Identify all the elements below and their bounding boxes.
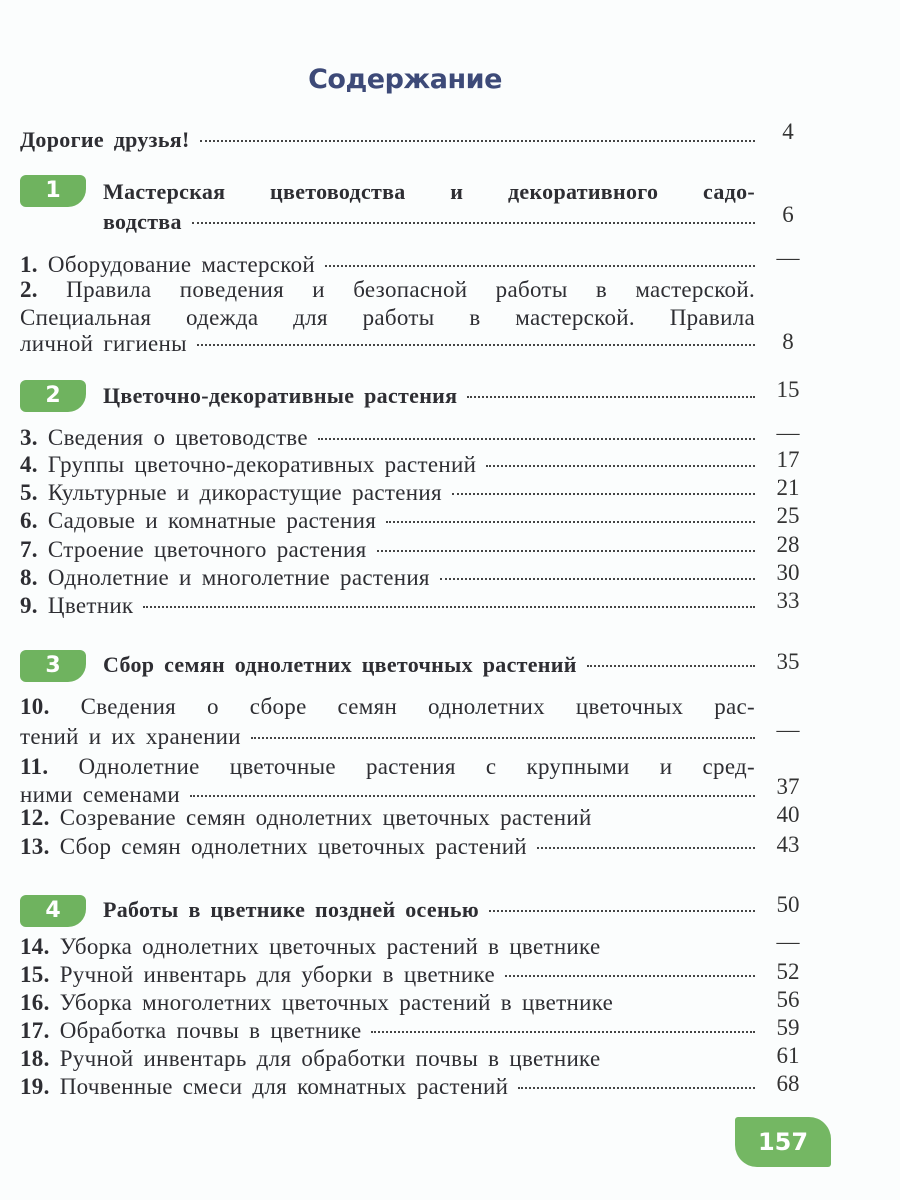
item-text: Ручной инвентарь для уборки в цветнике [59,962,495,987]
item-number: 1. [20,252,38,277]
page-number: — [776,929,800,954]
item-number: 16. [20,990,50,1015]
section-badge-2: 2 [20,380,86,412]
section-title[interactable] [103,382,755,410]
item-number: 17. [20,1018,50,1043]
toc-entry[interactable] [20,833,755,861]
section-badge-4: 4 [20,895,86,927]
leader-dots [518,1087,755,1089]
item-number: 10. [20,694,50,719]
section-title[interactable] [103,651,755,679]
toc-entry[interactable] [20,592,755,620]
item-text: Ручной инвентарь для обработки почвы в цветнике [59,1046,601,1071]
toc-entry[interactable] [20,276,755,304]
page-number: 35 [776,649,800,674]
item-number: 19. [20,1074,50,1099]
page-number: 37 [776,774,800,799]
page-number: 25 [776,503,800,528]
toc-entry[interactable] [20,451,755,479]
leader-dots [192,222,755,224]
page-title: Содержание [308,64,502,95]
leader-dots [197,344,755,346]
page-number: 59 [776,1015,800,1040]
page-number: 33 [776,588,800,613]
item-text: Сбор семян однолетних цветочных растений [103,652,577,677]
toc-entry[interactable] [20,989,755,1017]
page-number: — [776,420,800,445]
leader-dots [371,1031,755,1033]
item-text: ними семенами [20,782,180,807]
item-number: 4. [20,452,38,477]
item-number: 14. [20,934,50,959]
item-number: 13. [20,834,50,859]
item-text: Строение цветочного растения [47,537,367,562]
item-number: 3. [20,425,38,450]
item-number: 8. [20,565,38,590]
toc-entry[interactable] [20,693,755,721]
toc-entry[interactable] [20,424,755,452]
leader-dots [143,606,755,608]
page-number: 30 [776,560,800,585]
leader-dots [587,665,755,667]
item-number: 5. [20,480,38,505]
item-text: Культурные и дикорастущие растения [47,480,442,505]
item-text: Сведения о сборе семян однолетних цветочных рас- [80,694,755,719]
toc-entry[interactable] [20,1017,755,1045]
item-text: Мастерская цветоводства и декоративного садо- [103,179,755,204]
page-number: — [776,717,800,742]
item-number: 2. [20,277,38,302]
item-text: Однолетние и многолетние растения [47,565,430,590]
toc-entry[interactable] [20,1073,755,1101]
page-number: 21 [776,475,800,500]
item-text: Цветник [47,593,134,618]
item-number: 11. [20,754,49,779]
page-number: 43 [776,832,800,857]
item-text: личной гигиены [20,331,187,356]
item-text: Работы в цветнике поздней осенью [103,897,479,922]
item-text: Дорогие друзья! [20,127,190,152]
leader-dots [377,550,755,552]
section-title[interactable] [103,178,755,206]
item-text: Сбор семян однолетних цветочных растений [59,834,527,859]
toc-entry[interactable] [20,536,755,564]
item-text: Садовые и комнатные растения [47,508,377,533]
item-text: Цветочно-декоративные растения [103,383,458,408]
item-text: Обработка почвы в цветнике [59,1018,362,1043]
item-text: водства [103,209,182,234]
page-number: 17 [776,447,800,472]
page-number: — [776,245,800,270]
leader-dots [386,521,755,523]
page-number: 8 [782,329,794,354]
item-number: 12. [20,805,50,830]
toc-entry[interactable] [20,723,755,751]
section-title[interactable] [103,896,755,924]
item-number: 6. [20,508,38,533]
leader-dots [537,847,755,849]
section-badge-3: 3 [20,650,86,682]
toc-entry-intro[interactable] [20,126,755,154]
toc-entry[interactable] [20,804,755,832]
item-text: Однолетние цветочные растения с крупными и сред- [78,754,755,779]
item-number: 15. [20,962,50,987]
page-number: 4 [782,119,794,144]
page-number: 61 [776,1043,800,1068]
leader-dots [486,465,755,467]
page-number: 50 [776,892,800,917]
section-title[interactable] [103,208,755,236]
page-number: 40 [776,802,800,827]
toc-entry[interactable] [20,961,755,989]
section-badge-1: 1 [20,175,86,207]
toc-entry[interactable] [20,304,755,332]
item-text: Уборка многолетних цветочных растений в цветнике [59,990,614,1015]
item-text: Группы цветочно-декоративных растений [47,452,477,477]
page-number-badge: 157 [735,1117,831,1167]
leader-dots [452,493,755,495]
leader-dots [251,737,755,739]
toc-entry[interactable] [20,564,755,592]
item-text: Почвенные смеси для комнатных растений [59,1074,509,1099]
leader-dots [190,795,755,797]
leader-dots [489,910,755,912]
page-number: 68 [776,1071,800,1096]
page-number: 6 [782,202,794,227]
page-number: 56 [776,987,800,1012]
toc-entry[interactable] [20,753,755,781]
item-text: Специальная одежда для работы в мастерской. Правила [20,305,755,330]
item-text: Оборудование мастерской [47,252,316,277]
toc-entry[interactable] [20,933,755,961]
item-number: 18. [20,1046,50,1071]
item-text: Сведения о цветоводстве [47,425,308,450]
leader-dots [440,578,755,580]
item-text: Уборка однолетних цветочных растений в цветнике [59,934,601,959]
page-number: 52 [776,959,800,984]
page-number: 28 [776,532,800,557]
leader-dots [325,265,755,267]
page-number: 15 [776,377,800,402]
leader-dots [318,438,755,440]
toc-entry[interactable] [20,330,755,358]
item-number: 9. [20,593,38,618]
leader-dots [467,396,755,398]
toc-entry[interactable] [20,251,755,279]
item-text: Правила поведения и безопасной работы в мастерской. [66,277,755,302]
toc-entry[interactable] [20,507,755,535]
toc-entry[interactable] [20,1045,755,1073]
leader-dots [505,975,755,977]
item-text: тений и их хранении [20,724,241,749]
toc-entry[interactable] [20,479,755,507]
item-text: Созревание семян однолетних цветочных растений [59,805,592,830]
leader-dots [200,140,755,142]
item-number: 7. [20,537,38,562]
